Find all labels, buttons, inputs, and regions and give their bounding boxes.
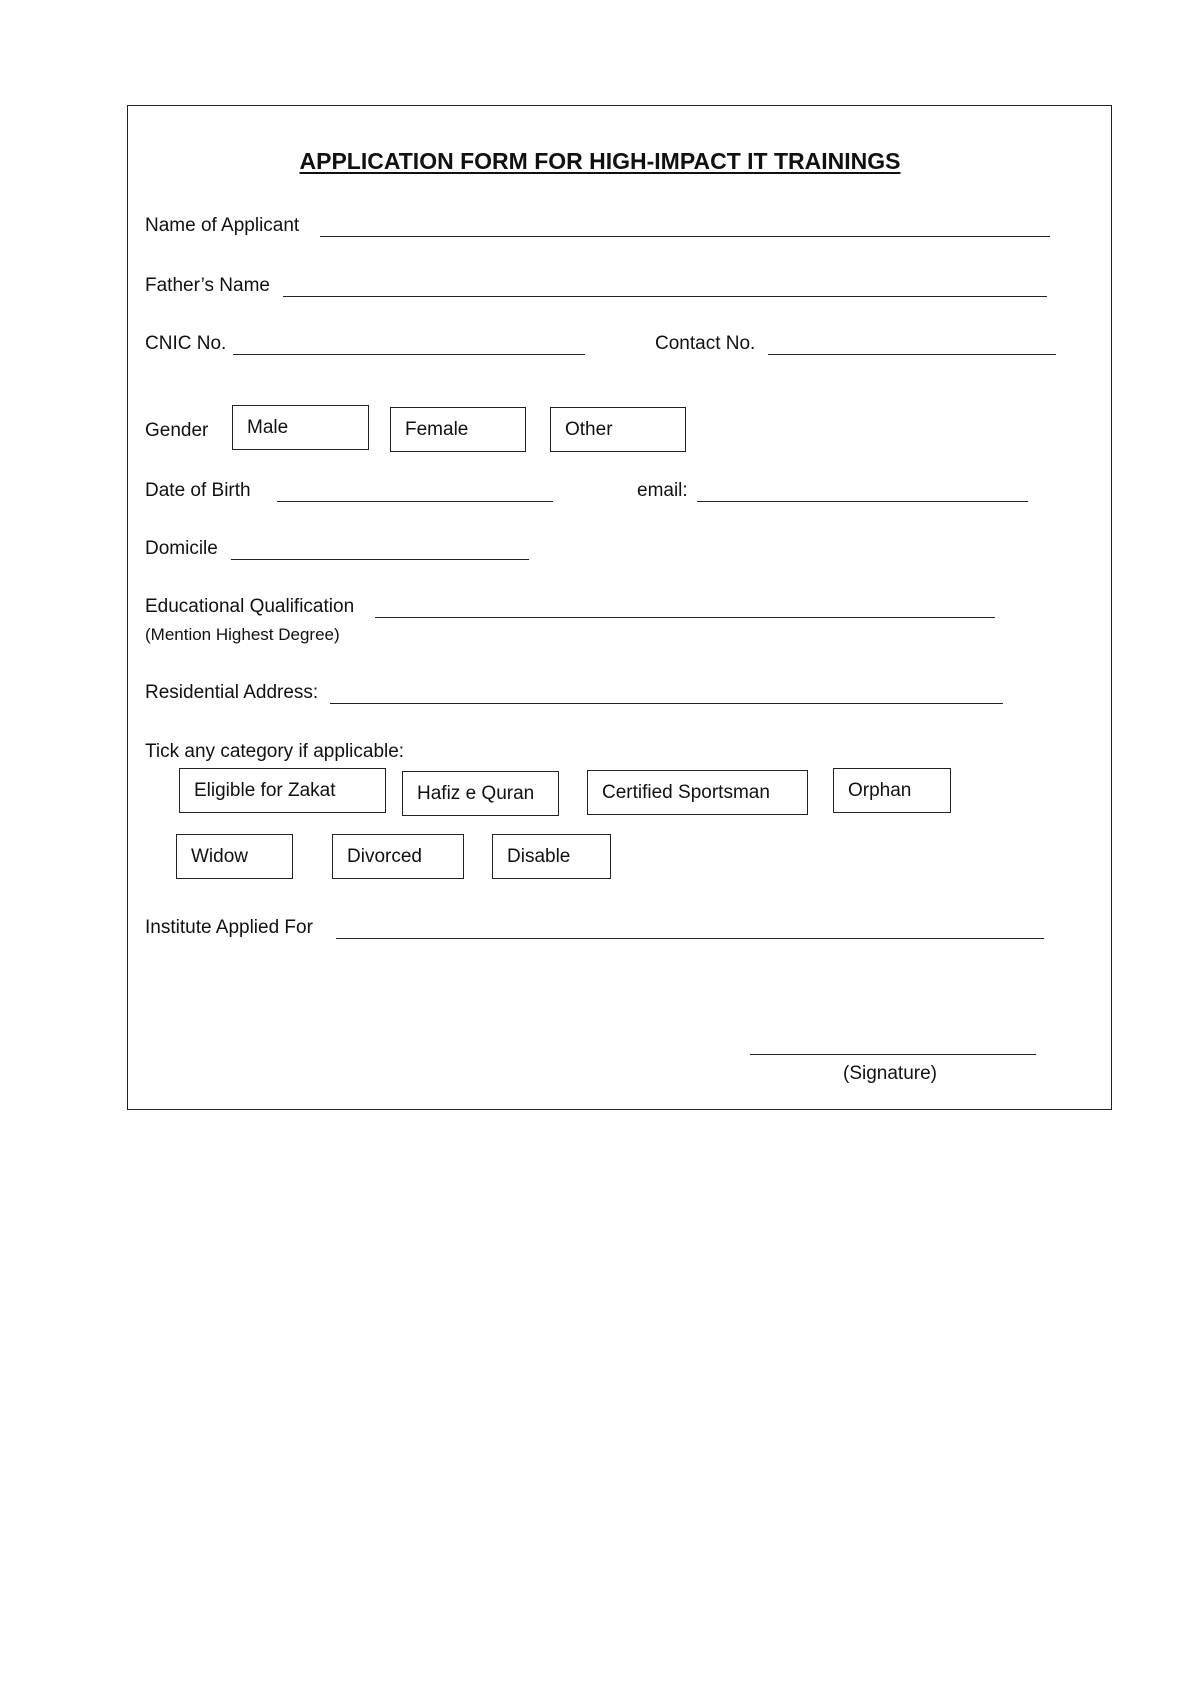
name-of-applicant-label: Name of Applicant — [145, 215, 300, 236]
gender-option-other[interactable]: Other — [550, 407, 686, 452]
fathers-name-field[interactable] — [283, 296, 1047, 297]
gender-label: Gender — [145, 420, 209, 441]
contact-label: Contact No. — [655, 333, 756, 354]
category-widow[interactable]: Widow — [176, 834, 293, 879]
gender-option-male[interactable]: Male — [232, 405, 369, 450]
form-title: APPLICATION FORM FOR HIGH-IMPACT IT TRAININGS — [299, 148, 901, 174]
category-divorced[interactable]: Divorced — [332, 834, 464, 879]
contact-field[interactable] — [768, 354, 1056, 355]
institute-label: Institute Applied For — [145, 917, 313, 938]
cnic-label: CNIC No. — [145, 333, 227, 354]
address-label: Residential Address: — [145, 682, 319, 703]
domicile-label: Domicile — [145, 538, 218, 559]
cnic-field[interactable] — [233, 354, 585, 355]
gender-option-female[interactable]: Female — [390, 407, 526, 452]
domicile-field[interactable] — [231, 559, 529, 560]
education-field[interactable] — [375, 617, 995, 618]
dob-label: Date of Birth — [145, 480, 251, 501]
education-hint: (Mention Highest Degree) — [145, 625, 340, 644]
address-field[interactable] — [330, 703, 1003, 704]
email-field[interactable] — [697, 501, 1028, 502]
email-label: email: — [637, 480, 688, 501]
dob-field[interactable] — [277, 501, 553, 502]
education-label: Educational Qualification — [145, 596, 355, 617]
category-certified-sportsman[interactable]: Certified Sportsman — [587, 770, 808, 815]
category-orphan[interactable]: Orphan — [833, 768, 951, 813]
category-hafiz-e-quran[interactable]: Hafiz e Quran — [402, 771, 559, 816]
institute-field[interactable] — [336, 938, 1044, 939]
name-of-applicant-field[interactable] — [320, 236, 1050, 237]
fathers-name-label: Father’s Name — [145, 275, 270, 296]
category-disable[interactable]: Disable — [492, 834, 611, 879]
category-eligible-for-zakat[interactable]: Eligible for Zakat — [179, 768, 386, 813]
category-prompt: Tick any category if applicable: — [145, 741, 405, 762]
signature-label: (Signature) — [843, 1063, 937, 1084]
signature-line[interactable] — [750, 1054, 1036, 1055]
